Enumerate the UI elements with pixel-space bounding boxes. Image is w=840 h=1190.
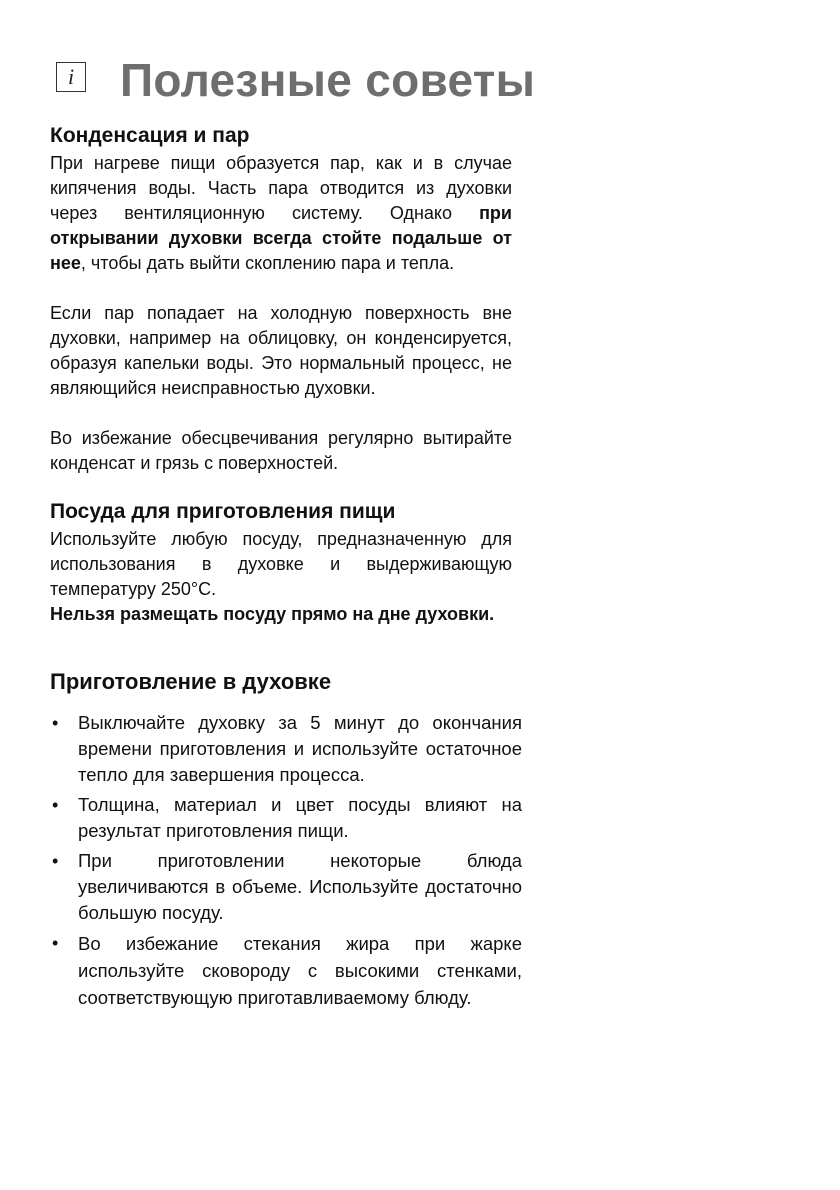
list-item-text: Выключайте духовку за 5 минут до окончания времени приготовления и используйте остаточное тепло для завершения процесса. [78, 712, 522, 785]
condensation-p1-warning: при открывании духовки всегда стойте подальше от нее [50, 203, 512, 273]
section-heading-condensation: Конденсация и пар [50, 124, 250, 147]
section-heading-cookware: Посуда для приготовления пищи [50, 500, 396, 523]
oven-tips-list [50, 710, 522, 1015]
list-item [50, 792, 522, 844]
bullet-icon: • [52, 851, 59, 871]
list-item [50, 710, 522, 788]
page-title: Полезные советы [120, 54, 536, 106]
list-item-text: Во избежание стекания жира при жарке используйте сковороду с высокими стенками, соответствующую приготавливаемому блюду. [78, 933, 522, 1008]
bullet-icon: • [52, 933, 59, 953]
list-item [50, 930, 522, 1011]
condensation-p1-end: , чтобы дать выйти скоплению пара и тепла. [80, 253, 455, 273]
bullet-icon: • [52, 713, 59, 733]
list-item-text: Толщина, материал и цвет посуды влияют на результат приготовления пищи. [78, 794, 522, 841]
cookware-paragraph-2-warning: Нельзя размещать посуду прямо на дне духовки. [50, 604, 495, 624]
condensation-p1-start: При нагреве пищи образуется пар, как и в случае кипячения воды. Часть пара отводится из духовки через вентиляционную систему. Однако [50, 153, 512, 223]
section-heading-oven-cooking: Приготовление в духовке [50, 669, 332, 694]
list-item-text: При приготовлении некоторые блюда увеличиваются в объеме. Используйте достаточно большую посуду. [78, 850, 522, 923]
info-icon: i [56, 62, 86, 92]
bullet-icon: • [52, 795, 59, 815]
list-item [50, 848, 522, 926]
cookware-paragraph-1: Используйте любую посуду, предназначенную для использования в духовке и выдерживающую температуру 250°С. [50, 529, 512, 599]
page-header [52, 52, 612, 108]
condensation-paragraph-3: Во избежание обесцвечивания регулярно вытирайте конденсат и грязь с поверхностей. [50, 428, 512, 473]
condensation-paragraph-1 [50, 151, 512, 276]
condensation-paragraph-2: Если пар попадает на холодную поверхность вне духовки, например на облицовку, он конденсируется, образуя капельки воды. Это нормальный процесс, не являющийся неисправностью духовки. [50, 303, 512, 398]
